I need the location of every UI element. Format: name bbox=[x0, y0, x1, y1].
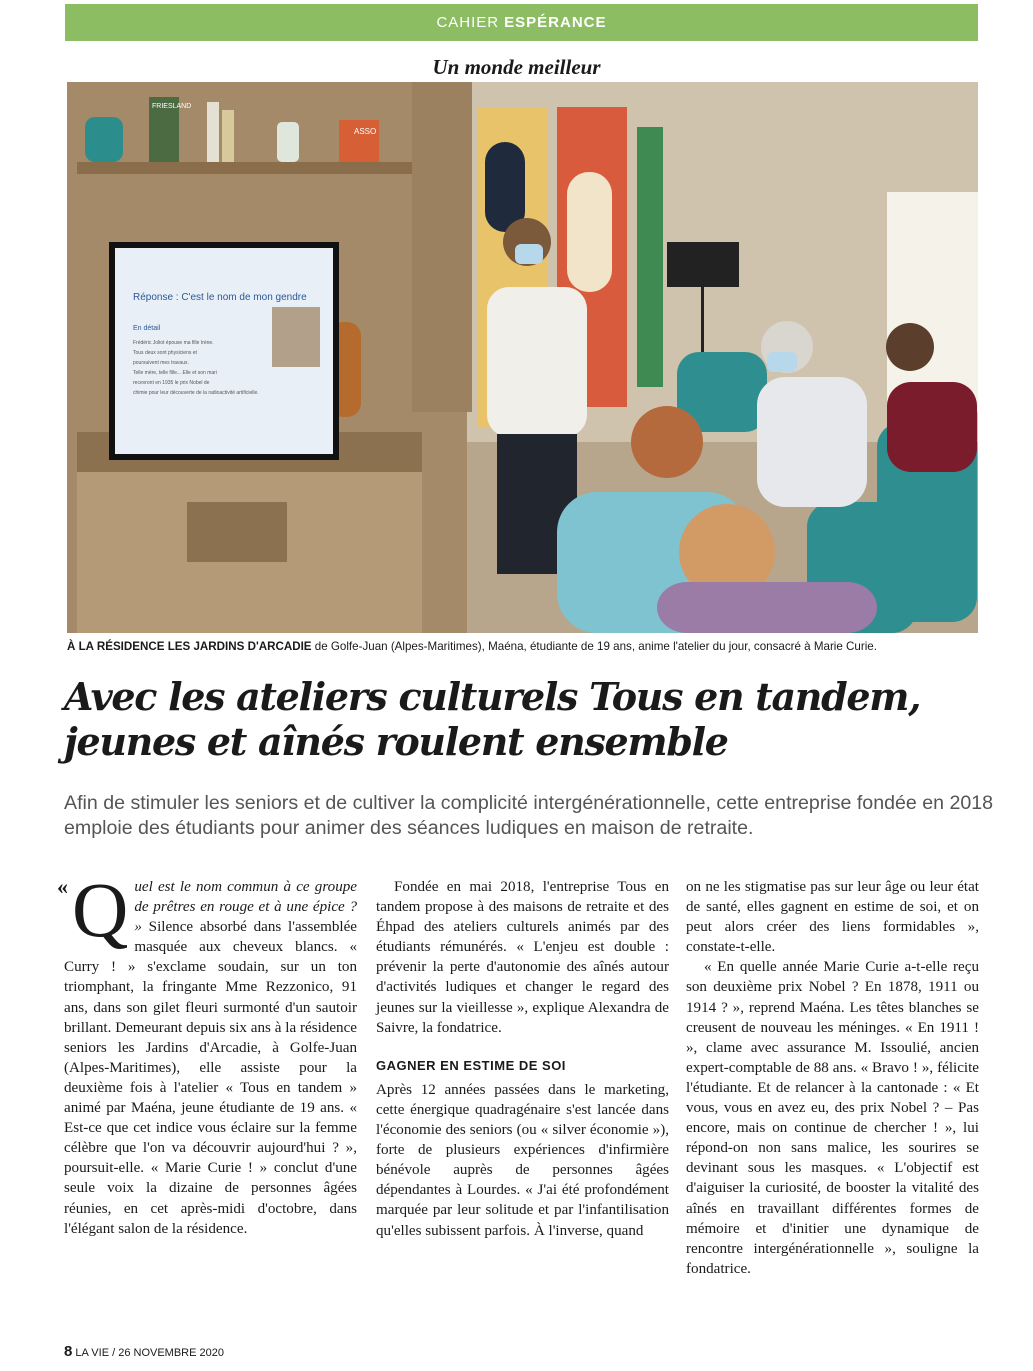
subhead: GAGNER EN ESTIME DE SOI bbox=[376, 1057, 566, 1073]
headline bbox=[64, 674, 984, 764]
article-column-1 bbox=[57, 866, 357, 1239]
paragraph-text: Silence absorbé dans l'assemblée masquée aux cheveux blancs. « Curry ! » s'exclame soudain, sur un ton triomphant, la fringante Mme Rezzonico, 91 ans, dans son gilet fleuri surmonté d'un sautoir brillant. Demeurant depuis six ans à la résidence seniors les Jardins d'Arcadie, à Golfe-Juan (Alpes-Maritimes), elle assiste pour la deuxième fois à l'atelier « Tous en tandem » animé par Maéna, jeune étudiante de 19 ans. « Est-ce que cet indice vous éclaire sur la femme célèbre que l'on va découvrir aujourd'hui ? », poursuit-elle. « Marie Curie ! » conclut d'une seule voix la dizaine de personnes âgées réunies, en cet après-midi d'octobre, dans l'élégant salon de la résidence. bbox=[64, 919, 357, 1237]
footer-text: LA VIE / 26 NOVEMBRE 2020 bbox=[72, 1347, 224, 1359]
screen-title: Réponse : C'est le nom de mon gendre bbox=[133, 292, 307, 303]
opening-quote: « bbox=[57, 874, 68, 899]
article-column-3 bbox=[686, 877, 979, 1279]
page-number: 8 bbox=[64, 1343, 73, 1360]
dropcap: Q bbox=[72, 866, 129, 953]
screen-subtitle: En détail bbox=[133, 325, 161, 332]
standfirst: Afin de stimuler les seniors et de cultiver la complicité intergénérationnelle, cette entreprise fondée en 2018 emploie des étudiants pour animer des séances ludiques en maison de retraite. bbox=[64, 792, 994, 839]
article-paragraph: Après 12 années passées dans le marketing, cette énergique quadragénaire s'est lancée dans l'économie des seniors (ou « silver économie »), forte de plusieurs expériences d'infirmière bénévole auprès de personnes âgées dépendantes à Lourdes. « J'ai été profondément marquée par leur solitude et par l'infantilisation qu'elles subissent parfois. À l'inverse, quand bbox=[376, 1081, 669, 1239]
article-photo bbox=[67, 82, 978, 633]
article-column-2 bbox=[376, 877, 669, 1241]
photo-caption bbox=[67, 640, 987, 653]
article-paragraph: Fondée en mai 2018, l'entreprise Tous en tandem propose à des maisons de retraite et des Éhpad des ateliers culturels animés par des étudiants rémunérés. « L'enjeu est double : prévenir la perte d'autonomie des aînés autour d'activités ludiques et changer le regard des jeunes sur la vieillesse », explique Alexandra de Saivre, la fondatrice. bbox=[376, 879, 669, 1036]
headline-line-2: jeunes et aînés roulent ensemble bbox=[64, 719, 728, 764]
page-footer bbox=[64, 1343, 224, 1360]
book-label: FRIESLAND bbox=[152, 103, 192, 110]
screen-line: chimie pour leur découverte de la radioactivité artificielle. bbox=[133, 390, 259, 396]
banner-name: ESPÉRANCE bbox=[504, 14, 607, 31]
book-label: ASSO bbox=[354, 127, 377, 136]
rubric-title: Un monde meilleur bbox=[432, 55, 601, 79]
screen-line: poursuivent mes travaux. bbox=[133, 360, 189, 366]
opening-question: uel est le nom commun à ce groupe de prêtres en rouge et à une épice ? » bbox=[134, 879, 357, 936]
article-paragraph: « En quelle année Marie Curie a-t-elle reçu son deuxième prix Nobel ? En 1878, 1911 ou 1914 ? », reprend Maéna. Les têtes blanches se creusent de nouveau les méninges. « En 1911 ! », clame avec assurance M. Issoulié, ancien expert-comptable de 88 ans. « Bravo ! », félicite l'étudiante. Et de relancer à la cantonade : « Et vous, vous en avez eu, des prix Nobel ? – Pas encore, mais on continue de chercher ! », lui répond-on non sans malice, les sourires se devinant sous les masques. « L'objectif est d'aiguiser la curiosité, de booster la vitalité des aînés en travaillant différentes formes de mémoire et d'initier une dynamique de rencontre intergénérationnelle », souligne la fondatrice. bbox=[686, 959, 979, 1277]
screen-line: recevront en 1935 le prix Nobel de bbox=[133, 380, 210, 386]
banner-section: CAHIER bbox=[436, 14, 500, 31]
screen-line: Telle mère, telle fille... Elle et son mari bbox=[133, 370, 217, 376]
screen-line: Frédéric Joliot épouse ma fille Irène. bbox=[133, 340, 214, 346]
article-paragraph: on ne les stigmatise pas sur leur âge ou leur état de santé, elles gagnent en estime de soi, et on peut alors créer des liens formidables », constate-t-elle. bbox=[686, 879, 979, 956]
article-paragraph bbox=[57, 866, 357, 1239]
screen-line: Tous deux sont physiciens et bbox=[133, 350, 197, 356]
caption-lead: À LA RÉSIDENCE LES JARDINS D'ARCADIE bbox=[67, 640, 312, 653]
caption-text: de Golfe-Juan (Alpes-Maritimes), Maéna, étudiante de 19 ans, anime l'atelier du jour, consacré à Marie Curie. bbox=[311, 640, 877, 653]
headline-line-1: Avec les ateliers culturels Tous en tandem, bbox=[64, 674, 921, 719]
section-banner bbox=[65, 4, 978, 41]
